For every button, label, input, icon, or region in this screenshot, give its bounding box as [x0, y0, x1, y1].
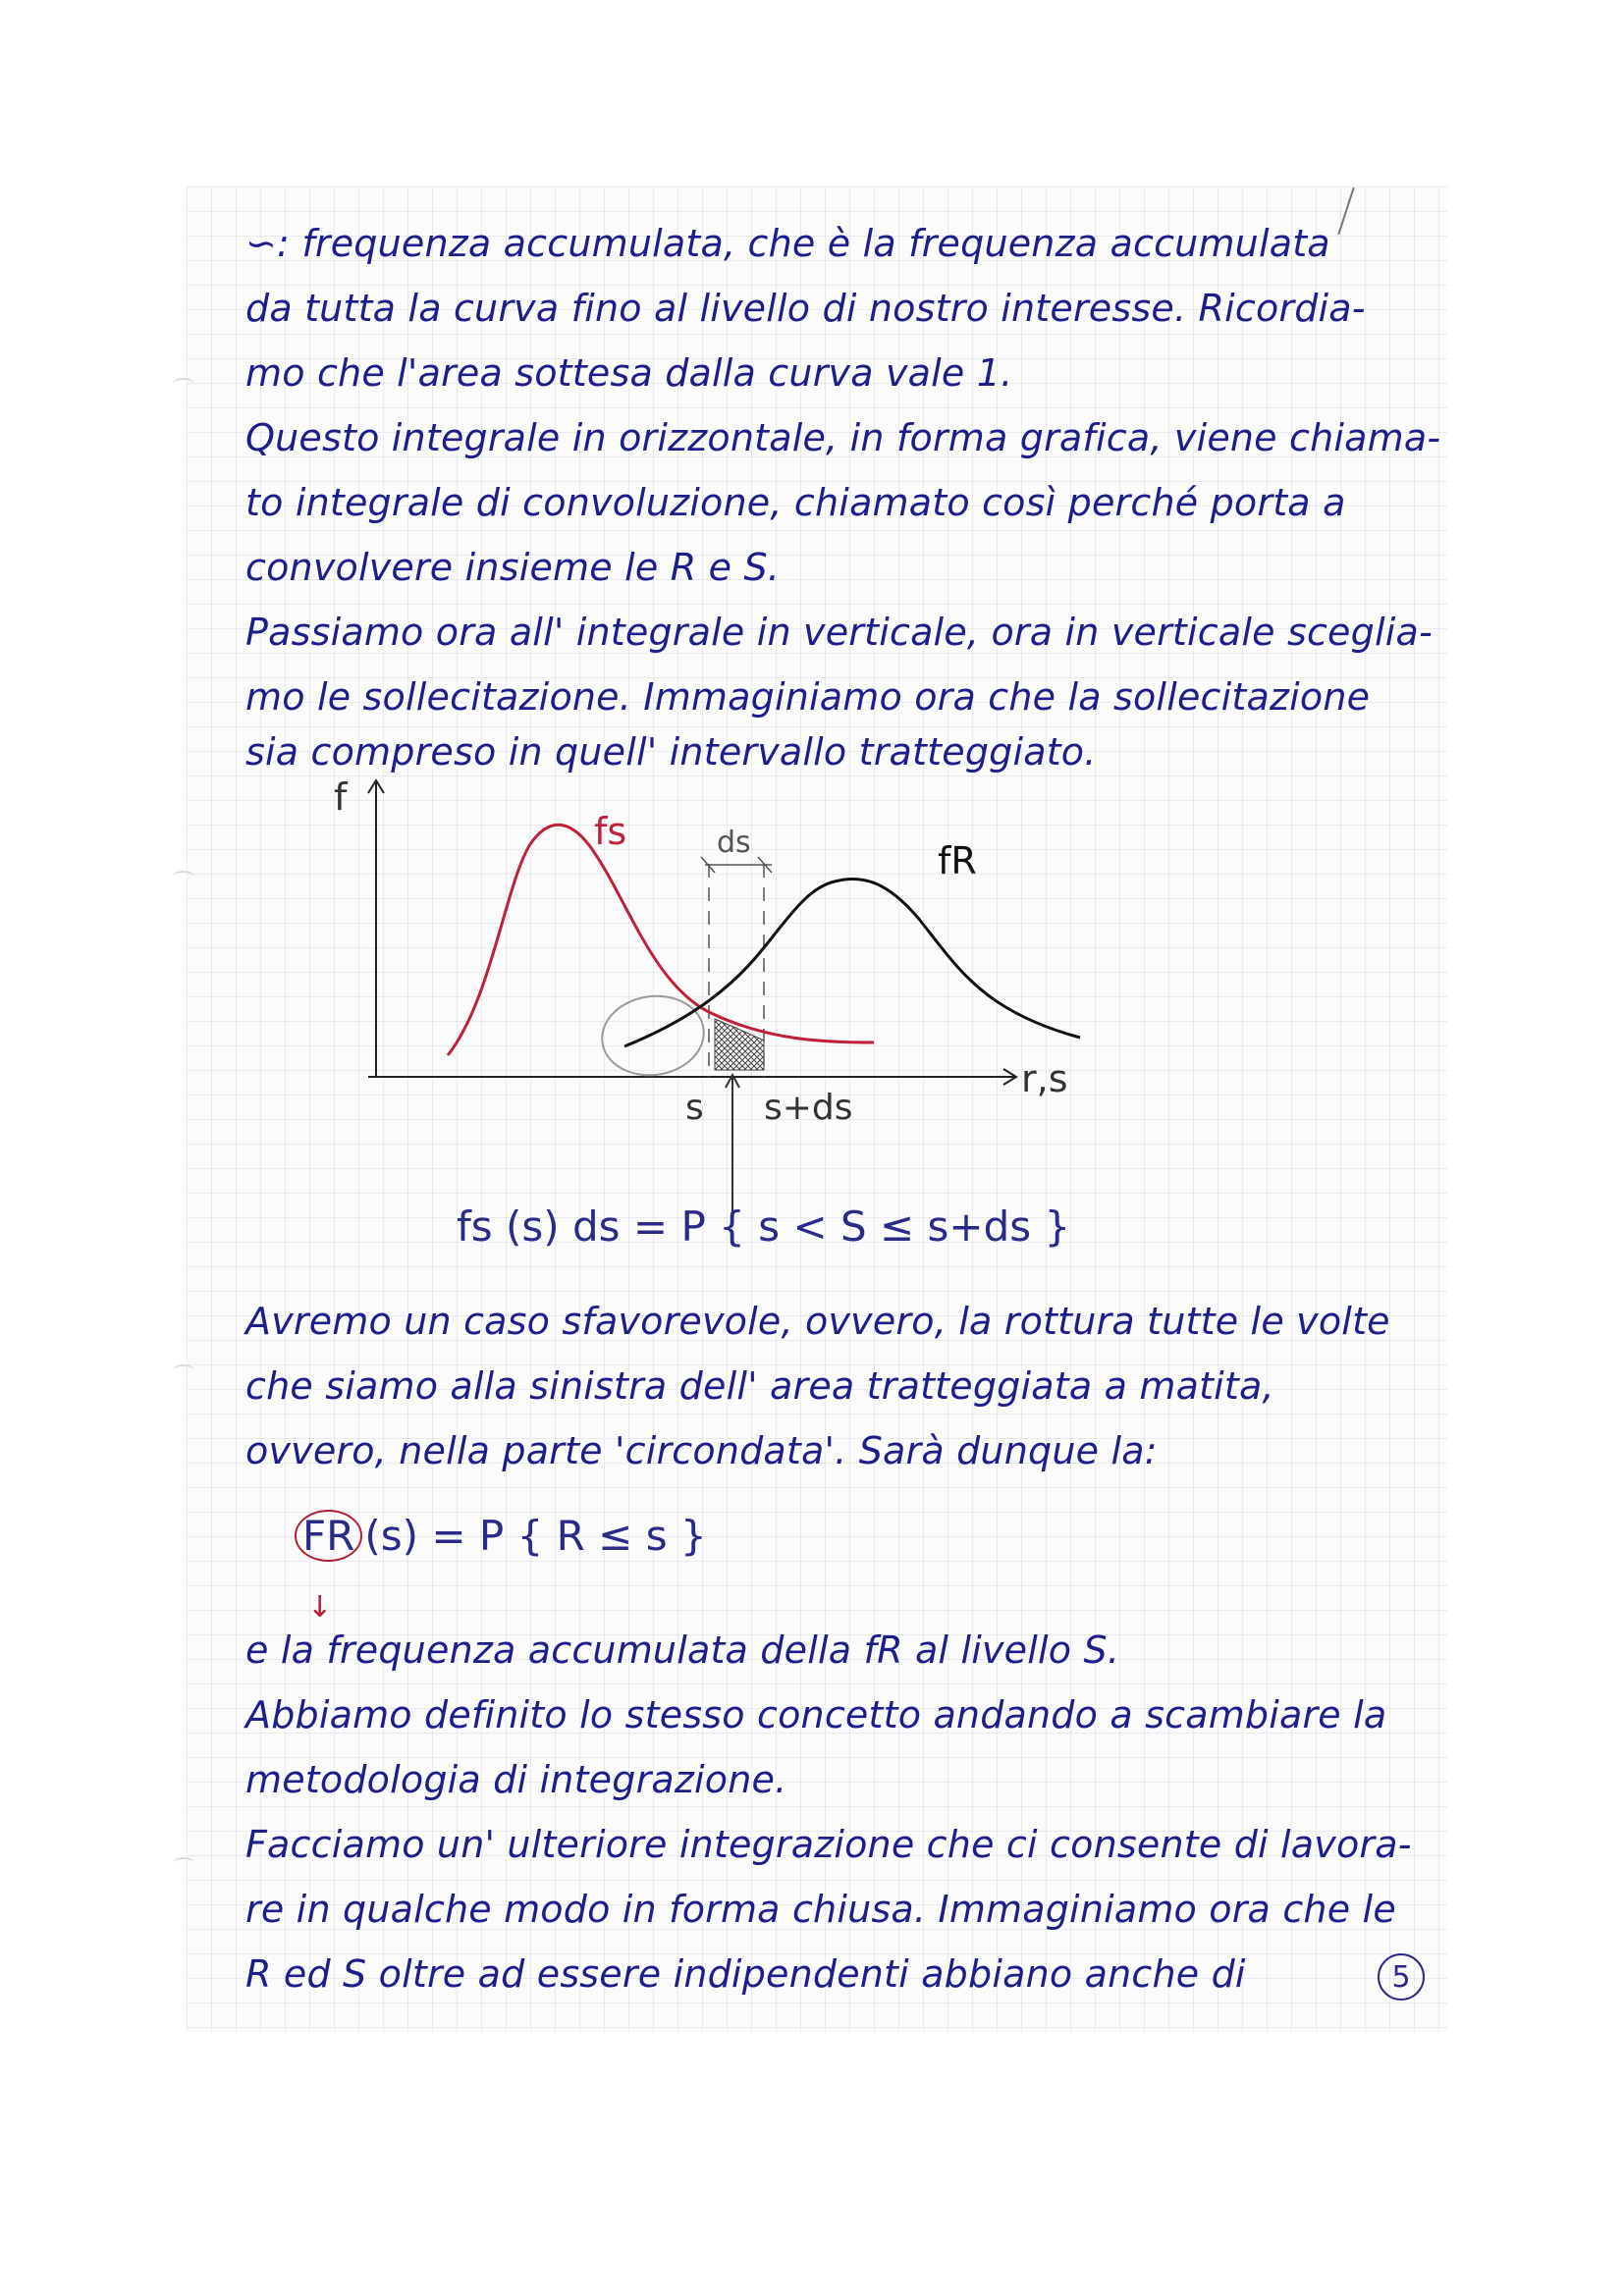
fr-curve — [624, 879, 1080, 1046]
text-line: metodologia di integrazione. — [245, 1758, 787, 1801]
text-line: Questo integrale in orizzontale, in forma grafica, viene chiama- — [245, 416, 1441, 459]
text-line: Facciamo un' ulteriore integrazione che ci consente di lavora- — [245, 1823, 1412, 1866]
y-axis-label: f — [334, 775, 348, 819]
text-line: Avremo un caso sfavorevole, ovvero, la rottura tutte le volte — [245, 1300, 1390, 1343]
fs-label: fs — [594, 810, 627, 853]
text-line: sia compreso in quell' intervallo tratteggiato. — [245, 730, 1097, 774]
text-line: che siamo alla sinistra dell' area tratteggiata a matita, — [245, 1364, 1274, 1408]
text-line: to integrale di convoluzione, chiamato così perché porta a — [245, 481, 1346, 524]
hatched-area — [715, 1019, 764, 1070]
s-tick-label: s — [685, 1088, 704, 1128]
fr-circled: FR — [295, 1510, 362, 1562]
text-line: R ed S oltre ad essere indipendenti abbiano anche di — [245, 1952, 1246, 1996]
text-line: e la frequenza accumulata della fR al livello S. — [245, 1629, 1120, 1672]
text-line: ovvero, nella parte 'circondata'. Sarà dunque la: — [245, 1429, 1158, 1472]
text-line: da tutta la curva fino al livello di nostro interesse. Ricordia- — [245, 287, 1366, 330]
x-axis-label: r,s — [1021, 1057, 1068, 1100]
text-line: mo che l'area sottesa dalla curva vale 1. — [245, 351, 1013, 395]
fs-curve — [448, 825, 874, 1055]
down-arrow-icon: ↓ — [307, 1590, 333, 1625]
text-line: re in qualche modo in forma chiusa. Immaginiamo ora che le — [245, 1888, 1396, 1931]
pencil-circle — [597, 989, 709, 1082]
page-number: 5 — [1378, 1953, 1425, 2001]
text-line: Passiamo ora all' integrale in verticale, ora in verticale sceglia- — [245, 611, 1433, 654]
s-ds-tick-label: s+ds — [764, 1088, 853, 1128]
text-line: ∽: frequenza accumulata, che è la frequenza accumulata — [245, 222, 1330, 265]
ds-label: ds — [717, 826, 751, 860]
text-line: mo le sollecitazione. Immaginiamo ora che la sollecitazione — [245, 675, 1371, 719]
formula-fr-cumulative — [295, 1510, 707, 1562]
text-line: convolvere insieme le R e S. — [245, 546, 781, 589]
text-line: Abbiamo definito lo stesso concetto andando a scambiare la — [245, 1693, 1387, 1736]
fr-label: fR — [938, 839, 977, 882]
formula-fs-probability: fs (s) ds = P { s < S ≤ s+ds } — [457, 1202, 1071, 1251]
formula-fr-rest: (s) = P { R ≤ s } — [364, 1512, 707, 1560]
